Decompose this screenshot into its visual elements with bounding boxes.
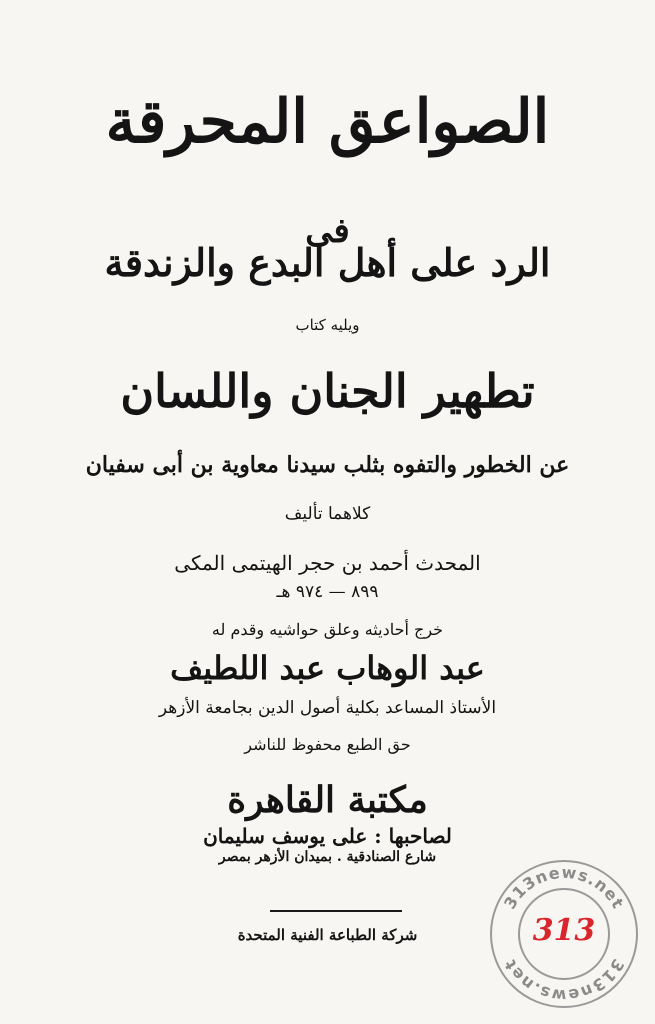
watermark-stamp: [488, 858, 640, 1010]
preposition-fi: فى: [305, 211, 350, 251]
author-name: المحدث أحمد بن حجر الهيتمى المكى: [174, 551, 481, 575]
watermark-ring-text-bottom: 313news.net: [499, 955, 628, 1006]
watermark-ring-text-top: 313news.net: [500, 862, 629, 913]
followed-by-label: ويليه كتاب: [295, 316, 360, 334]
second-book-description: عن الخطور والتفوه بثلب سيدنا معاوية بن أبى سفيان: [85, 452, 570, 478]
editor-title: الأستاذ المساعد بكلية أصول الدين بجامعة الأزهر: [158, 698, 497, 718]
copyright-notice: حق الطبع محفوظ للناشر: [244, 735, 411, 754]
svg-text:313news.net: [500, 863, 628, 913]
publisher-owner: لصاحبها : على يوسف سليمان: [203, 824, 452, 848]
subtitle: الرد على أهل البدع والزندقة: [104, 240, 551, 285]
publisher-name: مكتبة القاهرة: [227, 779, 428, 821]
svg-text:313news.net: [500, 956, 628, 1006]
second-book-title: تطهير الجنان واللسان: [120, 364, 535, 418]
printing-press: شركة الطباعة الفنية المتحدة: [237, 926, 418, 944]
authorship-label: كلاهما تأليف: [284, 504, 371, 524]
main-title: الصواعق المحرقة: [105, 87, 550, 157]
author-dates: ٨٩٩ — ٩٧٤ هـ: [276, 582, 379, 602]
watermark-number: 313: [532, 913, 596, 948]
divider-rule: [270, 910, 402, 912]
publisher-address: شارع الصنادقية . بميدان الأزهر بمصر: [218, 849, 437, 865]
editor-note: خرج أحاديثه وعلق حواشيه وقدم له: [211, 620, 444, 639]
editor-name: عبد الوهاب عبد اللطيف: [170, 649, 485, 687]
